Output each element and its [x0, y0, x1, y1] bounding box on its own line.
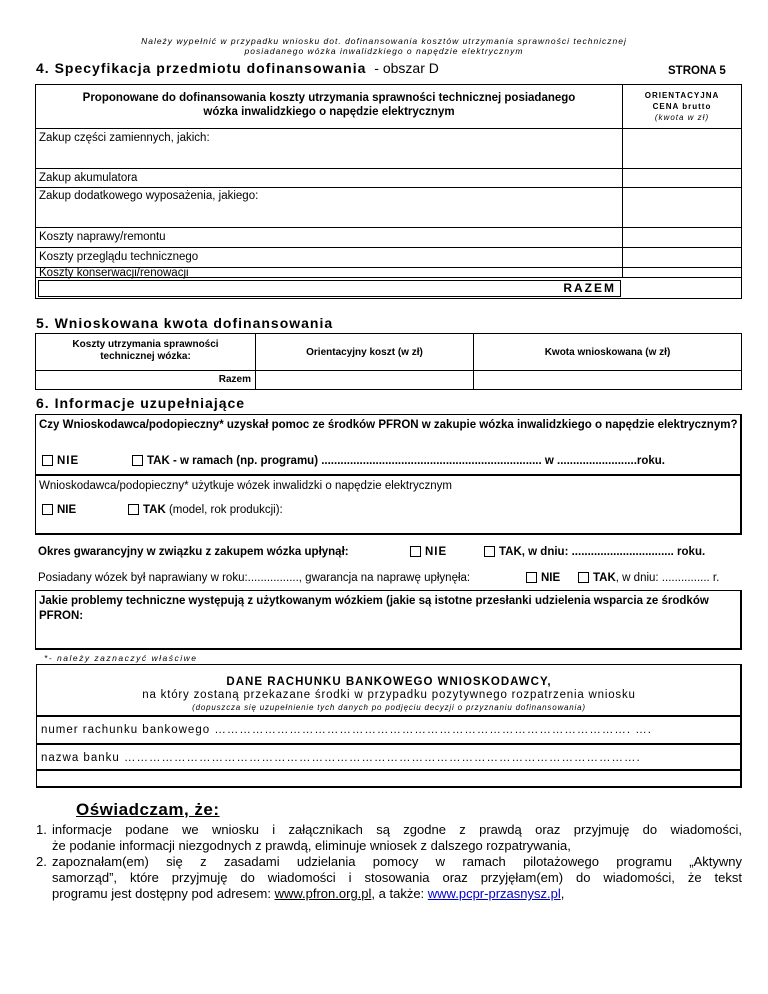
- q4-yes-label-rest: , w dniu: ............... r.: [615, 572, 720, 584]
- declaration-item-2: [36, 854, 742, 902]
- account-number-field[interactable]: numer rachunku bankowego ………………………………………………………………………………………. ….: [41, 724, 652, 736]
- bank-name-field[interactable]: nazwa banku …………………………………………………………………………………………………………….: [41, 752, 641, 764]
- q2-yes-option[interactable]: [128, 504, 283, 516]
- q4-yes-label-bold: TAK: [593, 572, 616, 584]
- price-header-line1: ORIENTACYJNA: [644, 91, 720, 100]
- q2-box: [35, 476, 742, 535]
- item2-line2: samorząd”, które przyjmuję do wiadomości i stosowania oraz przyjęłam(em) do wiadomości, że tekst: [52, 870, 742, 885]
- q2-no-label: NIE: [57, 504, 77, 516]
- q5-box[interactable]: [35, 590, 742, 650]
- q2-yes-checkbox[interactable]: [128, 504, 139, 515]
- section5-table: [35, 333, 742, 390]
- section5-title: 5. Wnioskowana kwota dofinansowania: [36, 315, 334, 331]
- declaration-title: Oświadczam, że:: [76, 800, 220, 819]
- row-battery: Zakup akumulatora: [36, 169, 623, 188]
- q2-yes-label-bold: TAK: [143, 504, 166, 516]
- declaration-list: [36, 822, 742, 902]
- item2-line3-mid: , a także:: [371, 886, 428, 901]
- estimated-cost-cell[interactable]: [256, 371, 474, 389]
- q3-text: Okres gwarancyjny w związku z zakupem wózka upłynął:: [38, 546, 349, 558]
- section4-title: 4. Specyfikacja przedmiotu dofinansowania: [36, 60, 367, 76]
- pcpr-link[interactable]: www.pcpr-przasnysz.pl: [427, 886, 561, 901]
- q2-no-option[interactable]: [42, 504, 76, 516]
- bank-subtitle: na który zostaną przekazane środki w przypadku pozytywnego rozpatrzenia wniosku: [142, 689, 636, 701]
- section4-col1-header: Proponowane do dofinansowania koszty utrzymania sprawności technicznej posiadanego wózka inwalidzkiego o napędzie elektrycznym: [36, 85, 623, 129]
- item2-line3-text: programu jest dostępny pod adresem:: [52, 886, 275, 901]
- q5-text: Jakie problemy techniczne występują z użytkowanym wózkiem (jakie są istotne przesłanki udzielenia wsparcia ze środków PFRON:: [39, 595, 709, 622]
- q4-no-label: NIE: [541, 572, 561, 584]
- pfron-link[interactable]: www.pfron.org.pl: [274, 886, 372, 901]
- bank-box: [36, 664, 742, 788]
- row-spare-parts: Zakup części zamiennych, jakich:: [36, 129, 623, 169]
- price-cell-battery[interactable]: [623, 169, 741, 188]
- q3-yes-option[interactable]: [484, 546, 705, 558]
- item1-line2: że podanie informacji niezgodnych z prawdą, eliminuje wniosek z dalszego rozpatrywania,: [52, 838, 571, 853]
- price-cell-conservation[interactable]: [623, 268, 741, 278]
- price-header-line2: CENA brutto: [652, 102, 712, 111]
- bank-title: DANE RACHUNKU BANKOWEGO WNIOSKODAWCY,: [226, 676, 552, 688]
- q3-no-option[interactable]: [410, 546, 447, 558]
- q2-text: Wnioskodawca/podopieczny* użytkuje wózek inwalidzki o napędzie elektrycznym: [39, 480, 452, 492]
- item2-line1: zapoznałam(em) się z zasadami udzielania pomocy w ramach pilotażowego programu „Aktywny: [52, 854, 742, 869]
- section5-col3-header: Kwota wnioskowana (w zł): [474, 334, 741, 371]
- row-equipment: Zakup dodatkowego wyposażenia, jakiego:: [36, 188, 623, 228]
- header-note-line2: posiadanego wózka inwalidzkiego o napędzie elektrycznym: [244, 46, 524, 56]
- section5-col1-header: Koszty utrzymania sprawności technicznej wózka:: [36, 334, 256, 371]
- item1-line1: informacje podane we wniosku i załącznikach są zgodne z prawdą oraz przyjmuję do wiadomości,: [52, 822, 742, 837]
- q1-no-label: NIE: [57, 455, 80, 467]
- q3-no-checkbox[interactable]: [410, 546, 421, 557]
- q4-no-option[interactable]: [526, 572, 560, 584]
- section4-table: [35, 84, 742, 299]
- q3-yes-checkbox[interactable]: [484, 546, 495, 557]
- section4-suffix: - obszar D: [374, 60, 439, 76]
- section4-col2-header: [623, 85, 741, 129]
- q3-yes-label: TAK, w dniu: ................................ roku.: [499, 546, 706, 558]
- bank-note: (dopuszcza się uzupełnienie tych danych po podjęciu decyzji o przyznaniu dofinansowania): [192, 703, 586, 712]
- q4-text: Posiadany wózek był naprawiany w roku:................, gwarancja na naprawę upłynęła:: [38, 572, 471, 584]
- q1-box: [35, 414, 742, 476]
- q2-yes-label-rest: (model, rok produkcji):: [165, 504, 283, 516]
- q4-yes-checkbox[interactable]: [578, 572, 589, 583]
- section5-col2-header: Orientacyjny koszt (w zł): [256, 334, 474, 371]
- price-cell-repair[interactable]: [623, 228, 741, 248]
- q1-yes-label: TAK - w ramach (np. programu) ..................................................................... w .........................roku.: [147, 455, 665, 467]
- q1-no-checkbox[interactable]: [42, 455, 53, 466]
- section5-row-label: Razem: [36, 371, 256, 389]
- section4-heading: [36, 60, 439, 76]
- total-label: RAZEM: [38, 280, 621, 297]
- total-price-cell[interactable]: [623, 278, 741, 298]
- page-label: STRONA 5: [668, 65, 726, 77]
- row-conservation: Koszty konserwacji/renowacji: [36, 268, 623, 278]
- item2-line3-end: ,: [560, 886, 565, 901]
- item1-number: 1.: [36, 822, 47, 837]
- q1-yes-option[interactable]: [132, 455, 665, 467]
- q4-yes-option[interactable]: [578, 572, 719, 584]
- row-inspection: Koszty przeglądu technicznego: [36, 248, 623, 268]
- item2-line3: [52, 886, 742, 902]
- q1-yes-checkbox[interactable]: [132, 455, 143, 466]
- price-cell-equipment[interactable]: [623, 188, 741, 228]
- q2-no-checkbox[interactable]: [42, 504, 53, 515]
- footnote: *- należy zaznaczyć właściwe: [44, 653, 198, 663]
- section6-title: 6. Informacje uzupełniające: [36, 395, 246, 411]
- header-note-line1: Należy wypełnić w przypadku wniosku dot. dofinansowania kosztów utrzymania sprawności technicznej: [141, 36, 627, 46]
- q4-no-checkbox[interactable]: [526, 572, 537, 583]
- q1-text: Czy Wnioskodawca/podopieczny* uzyskał pomoc ze środków PFRON w zakupie wózka inwalidzkiego o napędzie elektrycznym?: [39, 419, 738, 431]
- q1-no-option[interactable]: [42, 455, 79, 467]
- price-cell-inspection[interactable]: [623, 248, 741, 268]
- declaration-item-1: [36, 822, 742, 854]
- price-cell-spare-parts[interactable]: [623, 129, 741, 169]
- row-repair: Koszty naprawy/remontu: [36, 228, 623, 248]
- item2-number: 2.: [36, 854, 47, 869]
- price-header-line3: (kwota w zł): [654, 113, 710, 122]
- q3-no-label: NIE: [425, 546, 448, 558]
- requested-amount-cell[interactable]: [474, 371, 741, 389]
